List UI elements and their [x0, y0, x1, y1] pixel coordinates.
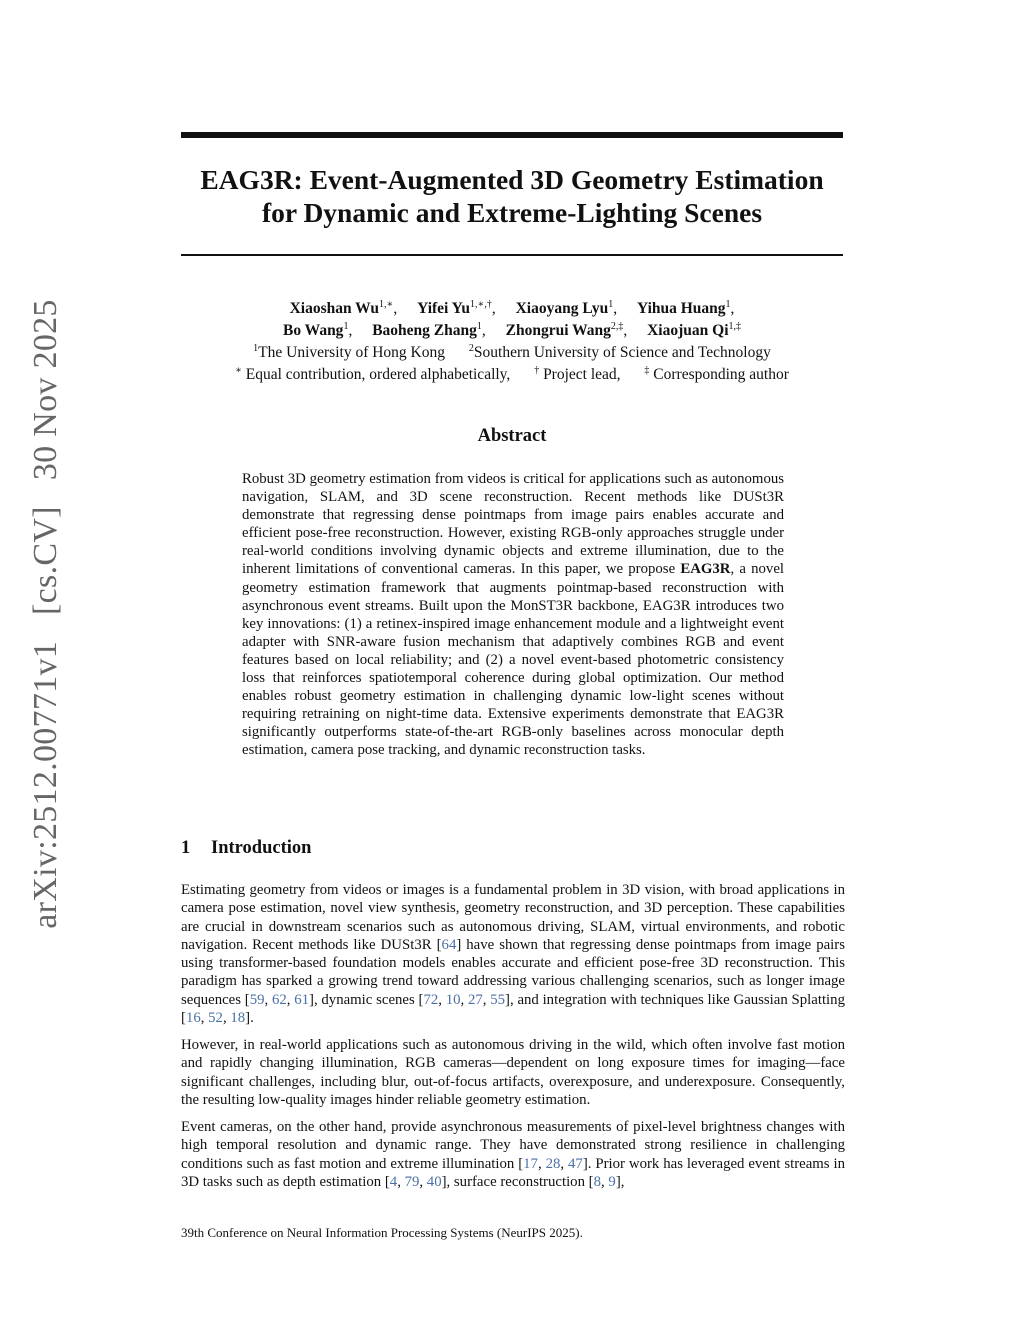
note: Project lead, — [543, 366, 621, 383]
title-line-2: for Dynamic and Extreme-Lighting Scenes — [261, 197, 763, 228]
citation-link[interactable]: 28 — [545, 1155, 561, 1172]
intro-paragraph: Event cameras, on the other hand, provide asynchronous measurements of pixel-level brightness changes with high temporal resolution and dynamic range. They have demonstrated strong resilience in challenging conditions such as fast motion and extreme illumination [17, 28, 47]. Prior work has leveraged event streams in 3D tasks such as depth estimation [4, 79, 40], surface reconstruction [8, 9], — [181, 1119, 845, 1190]
affiliation-mark: 1 — [253, 343, 259, 354]
note-mark: ‡ — [644, 365, 650, 376]
arxiv-date: 30 Nov 2025 — [27, 299, 64, 481]
author: Xiaojuan Qi — [647, 322, 729, 339]
citation-link[interactable]: 16 — [185, 1010, 201, 1027]
section-heading — [181, 838, 311, 859]
author-marks: 1,‡ — [728, 321, 741, 332]
citation-link[interactable]: 59 — [249, 991, 265, 1008]
citation-link[interactable]: 18 — [230, 1010, 246, 1027]
arxiv-id: arXiv:2512.00771v1 — [27, 640, 64, 929]
author-marks: 1,∗ — [379, 299, 394, 310]
author-line-1: Xiaoshan $Wu^{1,∗}$, Yifei $Yu^{1,∗,\dagger}$, Xiaoyang Lyu$^1$, Yihua Huang$^1$, — [289, 299, 735, 317]
citation-link[interactable]: 79 — [404, 1173, 420, 1190]
abstract-text-part: , a novel geometry estimation framework that augments pointmap-based reconstruction with asynchronous event streams. Built upon the MonST3R backbone, EAG3R introduces two key innovations: (1) a retinex-inspired image enhancement module and a lightweight event adapter with SNR-aware fusion mechanism that adaptively combines RGB and event features based on local reliability; and (2) a novel event-based photometric consistency loss that reinforces spatiotemporal coherence during global optimization. Our method enables robust geometry estimation in challenging dynamic low-light scenes without requiring retraining on night-time data. Extensive experiments demonstrate that EAG3R significantly outperforms state-of-the-art RGB-only baselines across monocular depth estimation, camera pose tracking, and dynamic reconstruction tasks. — [242, 561, 784, 759]
citation-link[interactable]: 62 — [271, 991, 287, 1008]
author-marks: 1 — [725, 299, 731, 310]
note-mark: † — [534, 365, 540, 376]
arxiv-stamp — [27, 299, 65, 928]
note: Equal contribution, ordered alphabetically, — [245, 366, 511, 383]
citation-link[interactable]: 4 — [389, 1173, 398, 1190]
author-marks: 1 — [608, 299, 614, 310]
author-marks: 2,‡ — [610, 321, 624, 332]
citation-link[interactable]: 27 — [467, 991, 483, 1008]
title-rule-bottom — [181, 254, 843, 256]
section-number: 1 — [181, 838, 191, 858]
abstract-heading: Abstract — [477, 426, 547, 446]
citation-link[interactable]: 9 — [608, 1173, 616, 1190]
author: Baoheng Zhang — [372, 322, 477, 339]
author: Yifei Yu — [417, 300, 471, 317]
citation-link[interactable]: 40 — [426, 1173, 442, 1190]
author: Xiaoshan Wu — [289, 300, 380, 317]
author: Zhongrui Wang — [505, 322, 611, 339]
intro-paragraph: Estimating geometry from videos or images is a fundamental problem in 3D vision, with broad applications in camera pose estimation, novel view synthesis, geometry reconstruction, and 3D perception. These capabilities are crucial in downstream scenarios such as autonomous driving, SLAM, virtual environments, and robotic navigation. Recent methods like DUSt3R [64] have shown that regressing dense pointmaps from image pairs using transformer-based foundation models enables accurate and efficient pose-free 3D reconstruction. This paradigm has sparked a growing trend toward addressing various challenging scenarios, such as longer image sequences [59, 62, 61], dynamic scenes [72, 10, 27, 55], and integration with techniques like Gaussian Splatting [16, 52, 18]. — [181, 882, 845, 1027]
abstract-text-part: Robust 3D geometry estimation from videos is critical for applications such as autonomous navigation, SLAM, and 3D scene reconstruction. Recent methods like DUSt3R demonstrate that regressing dense pointmaps from image pairs enables accurate and efficient pose-free reconstruction. However, existing RGB-only approaches struggle under real-world conditions involving dynamic objects and extreme illumination, due to the inherent limitations of conventional cameras. In this paper, we propose — [242, 471, 784, 578]
author-line-2: Bo Wang$^1$, Baoheng Zhang$^1$, Zhongrui Wang$^{2,\ddagger}$, Xiaojuan $Qi^{1,\ddagger}$ — [282, 321, 741, 339]
title-line-1: EAG3R: Event-Augmented 3D Geometry Estimation — [200, 164, 824, 195]
abstract-method-name: EAG3R — [680, 561, 731, 578]
citation-link[interactable]: 55 — [490, 991, 506, 1008]
citation-link[interactable]: 10 — [445, 991, 461, 1008]
author-block — [181, 298, 843, 386]
author: Xiaoyang Lyu — [515, 300, 609, 317]
arxiv-category: [cs.CV] — [27, 506, 64, 615]
affiliation-line — [181, 342, 843, 364]
notes-line — [181, 364, 843, 386]
citation-link[interactable]: 72 — [423, 991, 439, 1008]
affiliation-mark: 2 — [468, 343, 474, 354]
abstract-text — [242, 470, 784, 760]
affiliation: Southern University of Science and Technology — [473, 344, 771, 361]
affiliation: The University of Hong Kong — [258, 344, 446, 361]
footer-note: 39th Conference on Neural Information Processing Systems (NeurIPS 2025). — [181, 1225, 583, 1240]
author: Yihua Huang — [636, 300, 726, 317]
intro-paragraph: However, in real-world applications such as autonomous driving in the wild, which often involve fast motion and rapidly changing illumination, RGB cameras—dependent on long exposure times for imaging—face significant challenges, including blur, out-of-focus artifacts, overexposure, and underexposure. Consequently, the resulting low-quality images hinder reliable geometry estimation. — [181, 1037, 845, 1108]
author-marks: 1 — [476, 321, 482, 332]
section-title: Introduction — [211, 838, 312, 858]
citation-link[interactable]: 47 — [568, 1155, 583, 1172]
author: Bo Wang — [282, 322, 344, 339]
author-marks: 1 — [343, 321, 349, 332]
note: Corresponding author — [653, 366, 789, 383]
author-marks: 1,∗,† — [470, 299, 492, 310]
citation-link[interactable]: 8 — [593, 1173, 602, 1190]
citation-link[interactable]: 52 — [208, 1010, 223, 1027]
citation-link[interactable]: 61 — [294, 991, 310, 1008]
citation-link[interactable]: 17 — [523, 1155, 538, 1172]
note-mark: ∗ — [235, 365, 242, 376]
title-rule-top — [181, 132, 843, 138]
citation-link[interactable]: 64 — [441, 936, 457, 953]
paper-title — [181, 163, 843, 229]
